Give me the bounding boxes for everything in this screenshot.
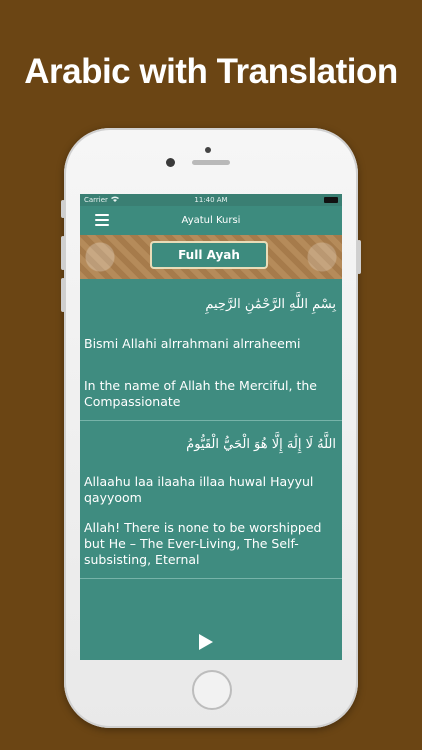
mute-switch xyxy=(61,200,65,218)
app-screen xyxy=(80,194,342,660)
verse-item xyxy=(80,421,342,568)
full-ayah-button[interactable]: Full Ayah xyxy=(150,241,268,269)
play-icon[interactable] xyxy=(199,634,213,650)
earpiece-speaker xyxy=(192,160,230,165)
verse-item xyxy=(80,279,342,410)
verse-arabic: بِسْمِ اللَّهِ الرَّحْمَٰنِ الرَّحِيمِ xyxy=(205,297,336,312)
verse-divider xyxy=(80,578,342,579)
verse-translation: In the name of Allah the Merciful, the Compassionate xyxy=(84,378,317,409)
verse-translation: Allah! There is none to be worshipped but He – The Ever-Living, The Self-subsisting, Eternal xyxy=(84,520,322,567)
status-time: 11:40 AM xyxy=(194,196,228,204)
nav-bar xyxy=(80,206,342,235)
power-button xyxy=(357,240,361,274)
volume-up-button xyxy=(61,236,65,270)
hamburger-menu-icon[interactable] xyxy=(95,214,109,226)
phone-frame xyxy=(64,128,358,728)
verse-arabic: اللَّهُ لَا إِلَٰهَ إِلَّا هُوَ الْحَيُّ الْقَيُّومُ xyxy=(186,437,336,452)
volume-down-button xyxy=(61,278,65,312)
verse-transliteration: Allaahu laa ilaaha illaa huwal Hayyul qayyoom xyxy=(84,474,314,505)
front-camera xyxy=(166,158,175,167)
status-bar xyxy=(80,194,342,206)
carrier-label: Carrier xyxy=(84,196,119,204)
ornamental-banner xyxy=(80,235,342,279)
promo-headline: Arabic with Translation xyxy=(24,52,398,91)
verse-list xyxy=(80,279,342,579)
home-button xyxy=(192,670,232,710)
nav-title: Ayatul Kursi xyxy=(181,215,241,226)
proximity-sensor xyxy=(205,147,211,153)
verse-transliteration: Bismi Allahi alrrahmani alrraheemi xyxy=(84,336,301,351)
